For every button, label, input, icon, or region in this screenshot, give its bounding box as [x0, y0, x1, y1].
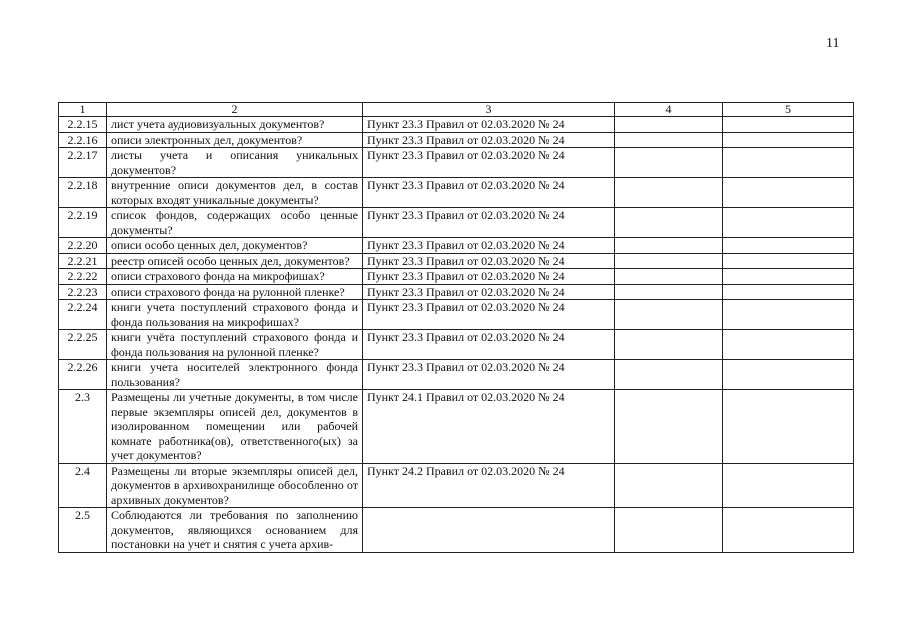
- row-cell-col4: [615, 390, 723, 464]
- row-reference: Пункт 24.2 Правил от 02.03.2020 № 24: [363, 463, 615, 508]
- table-row: [59, 463, 854, 508]
- column-header: 4: [615, 103, 723, 117]
- table-row: [59, 300, 854, 330]
- row-cell-col4: [615, 284, 723, 300]
- row-cell-col4: [615, 208, 723, 238]
- column-header: 2: [107, 103, 363, 117]
- row-question: книги учёта поступлений страхового фонда и фонда пользования на рулонной пленке?: [107, 330, 363, 360]
- table-row: [59, 360, 854, 390]
- row-question: внутренние описи документов дел, в состав которых входят уникальные документы?: [107, 178, 363, 208]
- row-cell-col5: [723, 208, 854, 238]
- row-reference: Пункт 23.3 Правил от 02.03.2020 № 24: [363, 132, 615, 148]
- table-row: [59, 253, 854, 269]
- row-number: 2.2.20: [59, 238, 107, 254]
- table-row: [59, 117, 854, 133]
- row-cell-col5: [723, 284, 854, 300]
- table-row: [59, 269, 854, 285]
- row-number: 2.2.16: [59, 132, 107, 148]
- row-cell-col4: [615, 178, 723, 208]
- row-cell-col4: [615, 132, 723, 148]
- row-question: описи страхового фонда на микрофишах?: [107, 269, 363, 285]
- row-reference: Пункт 23.3 Правил от 02.03.2020 № 24: [363, 117, 615, 133]
- table-row: [59, 178, 854, 208]
- row-question: Размещены ли вторые экземпляры описей дел, документов в архивохранилище обособленно от архивных документов?: [107, 463, 363, 508]
- row-number: 2.5: [59, 508, 107, 553]
- row-reference: Пункт 23.3 Правил от 02.03.2020 № 24: [363, 148, 615, 178]
- row-reference: Пункт 23.3 Правил от 02.03.2020 № 24: [363, 208, 615, 238]
- row-question: листы учета и описания уникальных документов?: [107, 148, 363, 178]
- row-cell-col4: [615, 269, 723, 285]
- row-question: описи страхового фонда на рулонной пленке?: [107, 284, 363, 300]
- row-cell-col5: [723, 148, 854, 178]
- row-number: 2.3: [59, 390, 107, 464]
- row-cell-col5: [723, 132, 854, 148]
- table-row: [59, 508, 854, 553]
- row-reference: Пункт 23.3 Правил от 02.03.2020 № 24: [363, 300, 615, 330]
- row-question: Размещены ли учетные документы, в том числе первые экземпляры описей дел, документов в изолированном помещении или рабочей комнате работника(ов), ответственного(ых) за учет документов?: [107, 390, 363, 464]
- row-reference: [363, 508, 615, 553]
- row-cell-col5: [723, 463, 854, 508]
- row-cell-col5: [723, 269, 854, 285]
- row-cell-col5: [723, 390, 854, 464]
- row-cell-col4: [615, 148, 723, 178]
- row-cell-col4: [615, 253, 723, 269]
- row-reference: Пункт 23.3 Правил от 02.03.2020 № 24: [363, 253, 615, 269]
- row-cell-col5: [723, 178, 854, 208]
- table-row: [59, 390, 854, 464]
- row-cell-col4: [615, 508, 723, 553]
- row-question: список фондов, содержащих особо ценные документы?: [107, 208, 363, 238]
- row-number: 2.2.23: [59, 284, 107, 300]
- table-row: [59, 284, 854, 300]
- row-reference: Пункт 23.3 Правил от 02.03.2020 № 24: [363, 330, 615, 360]
- row-number: 2.4: [59, 463, 107, 508]
- row-question: описи особо ценных дел, документов?: [107, 238, 363, 254]
- row-cell-col4: [615, 300, 723, 330]
- row-cell-col4: [615, 238, 723, 254]
- row-cell-col5: [723, 253, 854, 269]
- row-cell-col4: [615, 330, 723, 360]
- table-header-row: [59, 103, 854, 117]
- row-cell-col4: [615, 117, 723, 133]
- row-reference: Пункт 23.3 Правил от 02.03.2020 № 24: [363, 284, 615, 300]
- column-header: 1: [59, 103, 107, 117]
- row-number: 2.2.21: [59, 253, 107, 269]
- table-row: [59, 330, 854, 360]
- row-cell-col5: [723, 117, 854, 133]
- row-number: 2.2.19: [59, 208, 107, 238]
- table-row: [59, 208, 854, 238]
- column-header: 5: [723, 103, 854, 117]
- row-cell-col5: [723, 300, 854, 330]
- row-question: книги учета поступлений страхового фонда и фонда пользования на микрофишах?: [107, 300, 363, 330]
- row-number: 2.2.17: [59, 148, 107, 178]
- row-number: 2.2.26: [59, 360, 107, 390]
- row-reference: Пункт 23.3 Правил от 02.03.2020 № 24: [363, 238, 615, 254]
- row-number: 2.2.15: [59, 117, 107, 133]
- row-question: Соблюдаются ли требования по заполнению документов, являющихся основанием для постановки на учет и снятия с учета архив-: [107, 508, 363, 553]
- row-question: реестр описей особо ценных дел, документов?: [107, 253, 363, 269]
- table-row: [59, 238, 854, 254]
- row-cell-col4: [615, 463, 723, 508]
- row-reference: Пункт 23.3 Правил от 02.03.2020 № 24: [363, 178, 615, 208]
- page-number: 11: [826, 36, 840, 51]
- row-reference: Пункт 24.1 Правил от 02.03.2020 № 24: [363, 390, 615, 464]
- row-cell-col4: [615, 360, 723, 390]
- row-number: 2.2.18: [59, 178, 107, 208]
- row-number: 2.2.22: [59, 269, 107, 285]
- row-cell-col5: [723, 330, 854, 360]
- row-cell-col5: [723, 238, 854, 254]
- row-reference: Пункт 23.3 Правил от 02.03.2020 № 24: [363, 360, 615, 390]
- row-number: 2.2.25: [59, 330, 107, 360]
- row-question: описи электронных дел, документов?: [107, 132, 363, 148]
- row-cell-col5: [723, 508, 854, 553]
- row-number: 2.2.24: [59, 300, 107, 330]
- table-row: [59, 148, 854, 178]
- column-header: 3: [363, 103, 615, 117]
- row-reference: Пункт 23.3 Правил от 02.03.2020 № 24: [363, 269, 615, 285]
- row-question: лист учета аудиовизуальных документов?: [107, 117, 363, 133]
- row-cell-col5: [723, 360, 854, 390]
- table-row: [59, 132, 854, 148]
- row-question: книги учета носителей электронного фонда пользования?: [107, 360, 363, 390]
- checklist-table: [58, 102, 854, 553]
